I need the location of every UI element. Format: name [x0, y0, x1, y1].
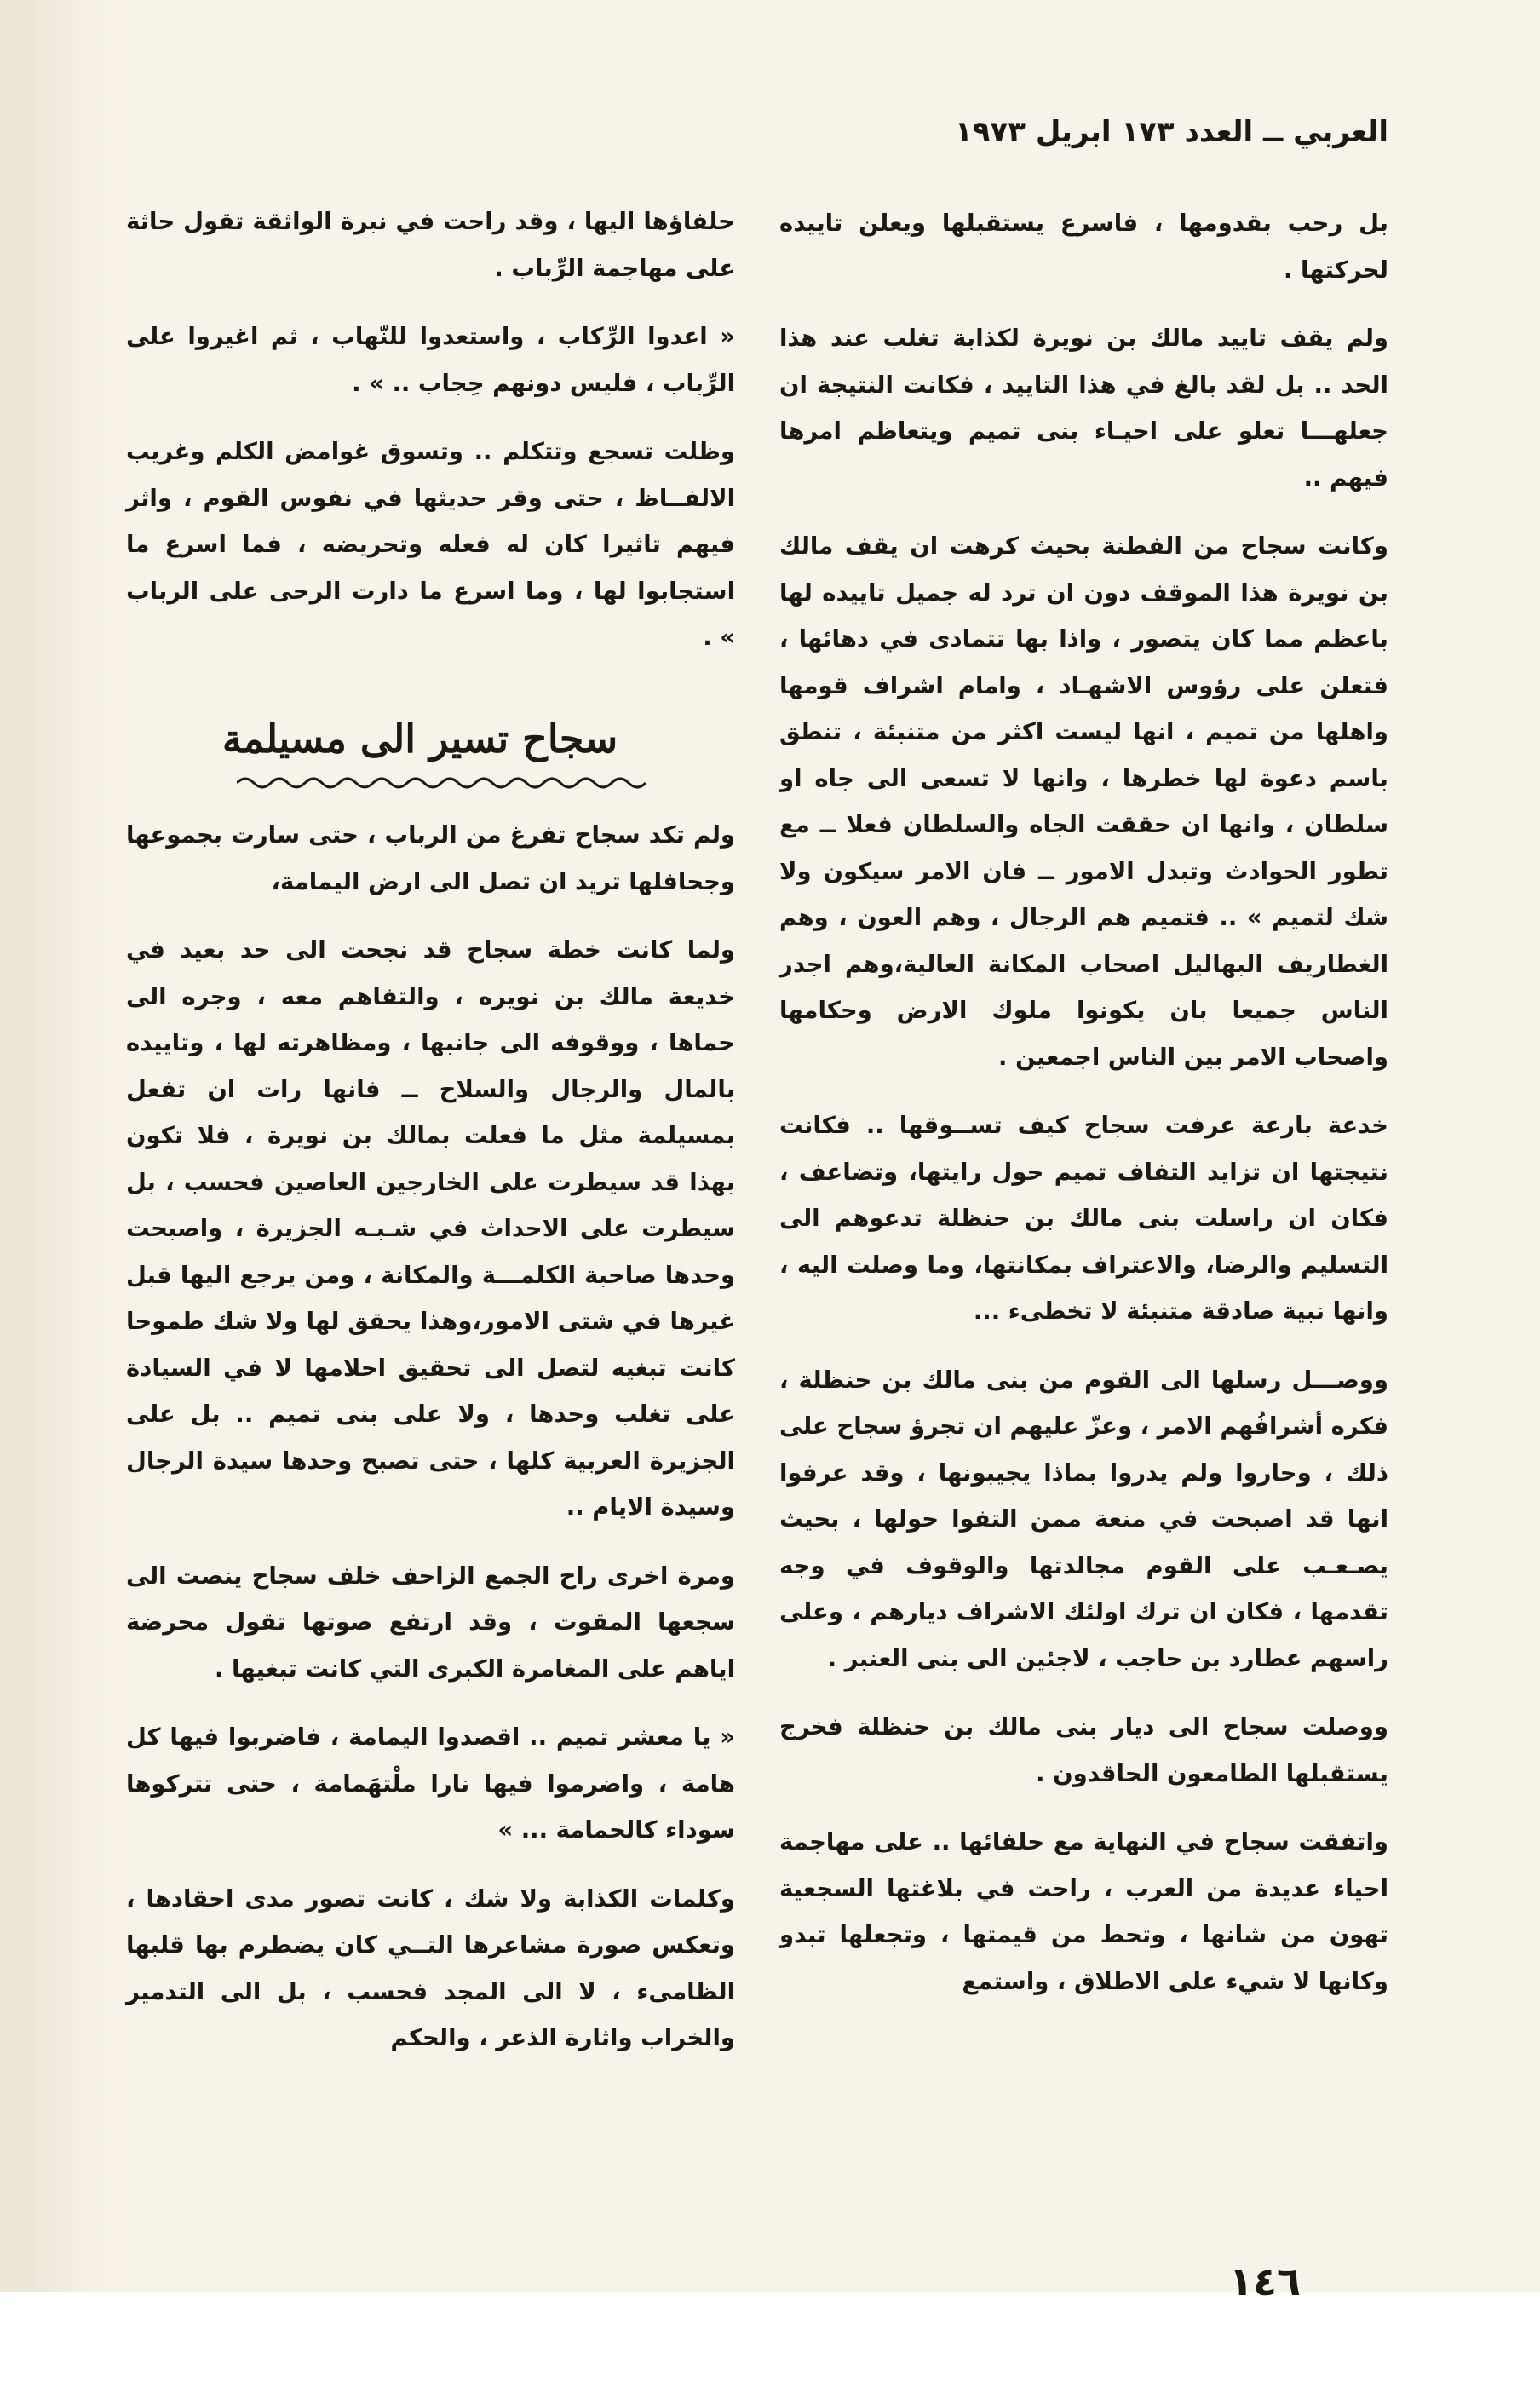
- paragraph: ولما كانت خطة سجاح قد نجحت الى حد بعيد في خديعة مالك بن نويره ، والتفاهم معه ، وجره الى حماها ، ووقوفه الى جانبها ، ومظاهرته لها ، وتاييده بالمال والرجال والسلاح ــ فانها رات ان تفعل بمسيلمة مثل ما فعلت بمالك بن نويرة ، فلا تكون بهذا قد سيطرت على الخارجين العاصين فحسب ، بل سيطرت على الاحداث في شـبـه الجزيرة ، واصبحت وحدها صاحبة الكلمـــة والمكانة ، ومن يرجع اليها قبل غيرها في شتى الامور،وهذا يحقق لها ولا شك طموحا كانت تبغيه لتصل الى تحقيق احلامها لا في السيادة على تغلب وحدها ، ولا على بنى تميم .. بل على الجزيرة العربية كلها ، حتى تصبح وحدها سيدة الرجال وسيدة الايام ..: [126, 936, 735, 1521]
- paragraph: بل رحب بقدومها ، فاسرع يستقبلها ويعلن تاييده لحركتها .: [779, 210, 1388, 284]
- paragraph: حلفاؤها اليها ، وقد راحت في نبرة الواثقة تقول حاثة على مهاجمة الرِّباب .: [126, 208, 735, 282]
- subheading-wavy-underline: [237, 772, 646, 794]
- paragraph: ومرة اخرى راح الجمع الزاحف خلف سجاح ينصت الى سجعها المقوت ، وقد ارتفع صوتها تقول محرضة اياهم على المغامرة الكبرى التي كانت تبغيها .: [126, 1562, 735, 1683]
- scan-bottom-margin: [0, 2292, 1540, 2399]
- paragraph: ولم تكد سجاح تفرغ من الرباب ، حتى سارت بجموعها وجحافلها تريد ان تصل الى ارض اليمامة،: [126, 821, 735, 895]
- paragraph: واتفقت سجاح في النهاية مع حلفائها .. على مهاجمة احياء عديدة من العرب ، راحت في بلاغتها السجعية تهون من شانها ، وتحط من قيمتها ، وتجعلها تبدو وكانها لا شيء على الاطلاق ، واستمع: [779, 1828, 1388, 1995]
- paragraph: ولم يقف تاييد مالك بن نويرة لكذابة تغلب عند هذا الحد .. بل لقد بالغ في هذا التاييد ، فكانت النتيجة ان جعلهـــا تعلو على احيـاء بنى تميم ويتعاظم امرها فيهم ..: [779, 325, 1388, 492]
- right-column: [779, 200, 1388, 2027]
- quoted-verse: « يا معشر تميم .. اقصدوا اليمامة ، فاضربوا فيها كل هامة ، واضرموا فيها نارا ملْتهَمامة ، حتى تتركوها سوداء كالحمامة ... »: [126, 1723, 735, 1844]
- running-header: العربي ــ العدد ١٧٣ ابريل ١٩٧٣: [954, 115, 1388, 149]
- left-column-bottom: [126, 812, 735, 2084]
- paragraph: ووصلت سجاح الى ديار بنى مالك بن حنظلة فخرج يستقبلها الطامعون الحاقدون .: [779, 1713, 1388, 1787]
- paragraph: ووصـــل رسلها الى القوم من بنى مالك بن حنظلة ، فكره أشرافُهم الامر ، وعزّ عليهم ان تجرؤ سجاح على ذلك ، وحاروا ولم يدروا بماذا يجيبونها ، وقد عرفوا انها قد اصبحت في منعة ممن التفوا حولها ، بحيث يصـعـب على القوم مجالدتها والوقوف في وجه تقدمها ، فكان ان ترك اولئك الاشراف ديارهم ، وعلى راسهم عطارد بن حاجب ، لاجئين الى بنى العنبر .: [779, 1366, 1388, 1672]
- paragraph: خدعة بارعة عرفت سجاح كيف تســوقها .. فكانت نتيجتها ان تزايد التفاف تميم حول رايتها، وتضاعف ، فكان ان راسلت بنى مالك بن حنظلة تدعوهم الى التسليم والرضا، والاعتراف بمكانتها، وما وصلت اليه ، وانها نبية صادقة متنبئة لا تخطىء ...: [779, 1112, 1388, 1325]
- paragraph: وظلت تسجع وتتكلم .. وتسوق غوامض الكلم وغريب الالفــاظ ، حتى وقر حديثها في نفوس القوم ، واثر فيهم تاثيرا كان له فعله وتحريضه ، فما اسرع ما استجابوا لها ، وما اسرع ما دارت الرحى على الرباب » .: [126, 438, 735, 651]
- paragraph: وكانت سجاح من الفطنة بحيث كرهت ان يقف مالك بن نويرة هذا الموقف دون ان ترد له جميل تاييده لها باعظم مما كان يتصور ، واذا بها تتمادى في دهائها ، فتعلن على رؤوس الاشهـاد ، وامام اشراف قومها واهلها من تميم ، انها ليست اكثر من متنبئة ، تنطق باسم دعوة لها خطرها ، وانها لا تسعى الى جاه او سلطان ، وانها ان حققت الجاه والسلطان فعلا ــ مع تطور الحوادث وتبدل الامور ــ فان الامر سيكون ولا شك لتميم » .. فتميم هم الرجال ، وهم العون ، وهم الغطاريف البهاليل اصحاب المكانة العالية،وهم اجدر الناس جميعا بان يكونوا ملوك الارض وحكامها واصحاب الامر بين الناس اجمعين .: [779, 532, 1388, 1071]
- quoted-verse: « اعدوا الرِّكاب ، واستعدوا للنّهاب ، ثم اغيروا على الرِّباب ، فليس دونهم حِجاب .. » .: [126, 323, 735, 397]
- binding-shadow: [0, 0, 128, 2300]
- left-column-top: [126, 198, 735, 683]
- section-subheading: سجاح تسير الى مسيلمة: [221, 716, 618, 762]
- page-number: ١٤٦: [1228, 2258, 1302, 2304]
- paragraph: وكلمات الكذابة ولا شك ، كانت تصور مدى احقادها ، وتعكس صورة مشاعرها التــي كان يضطرم بها قلبها الظامىء ، لا الى المجد فحسب ، بل الى التدمير والخراب واثارة الذعر ، والحكم: [126, 1884, 735, 2051]
